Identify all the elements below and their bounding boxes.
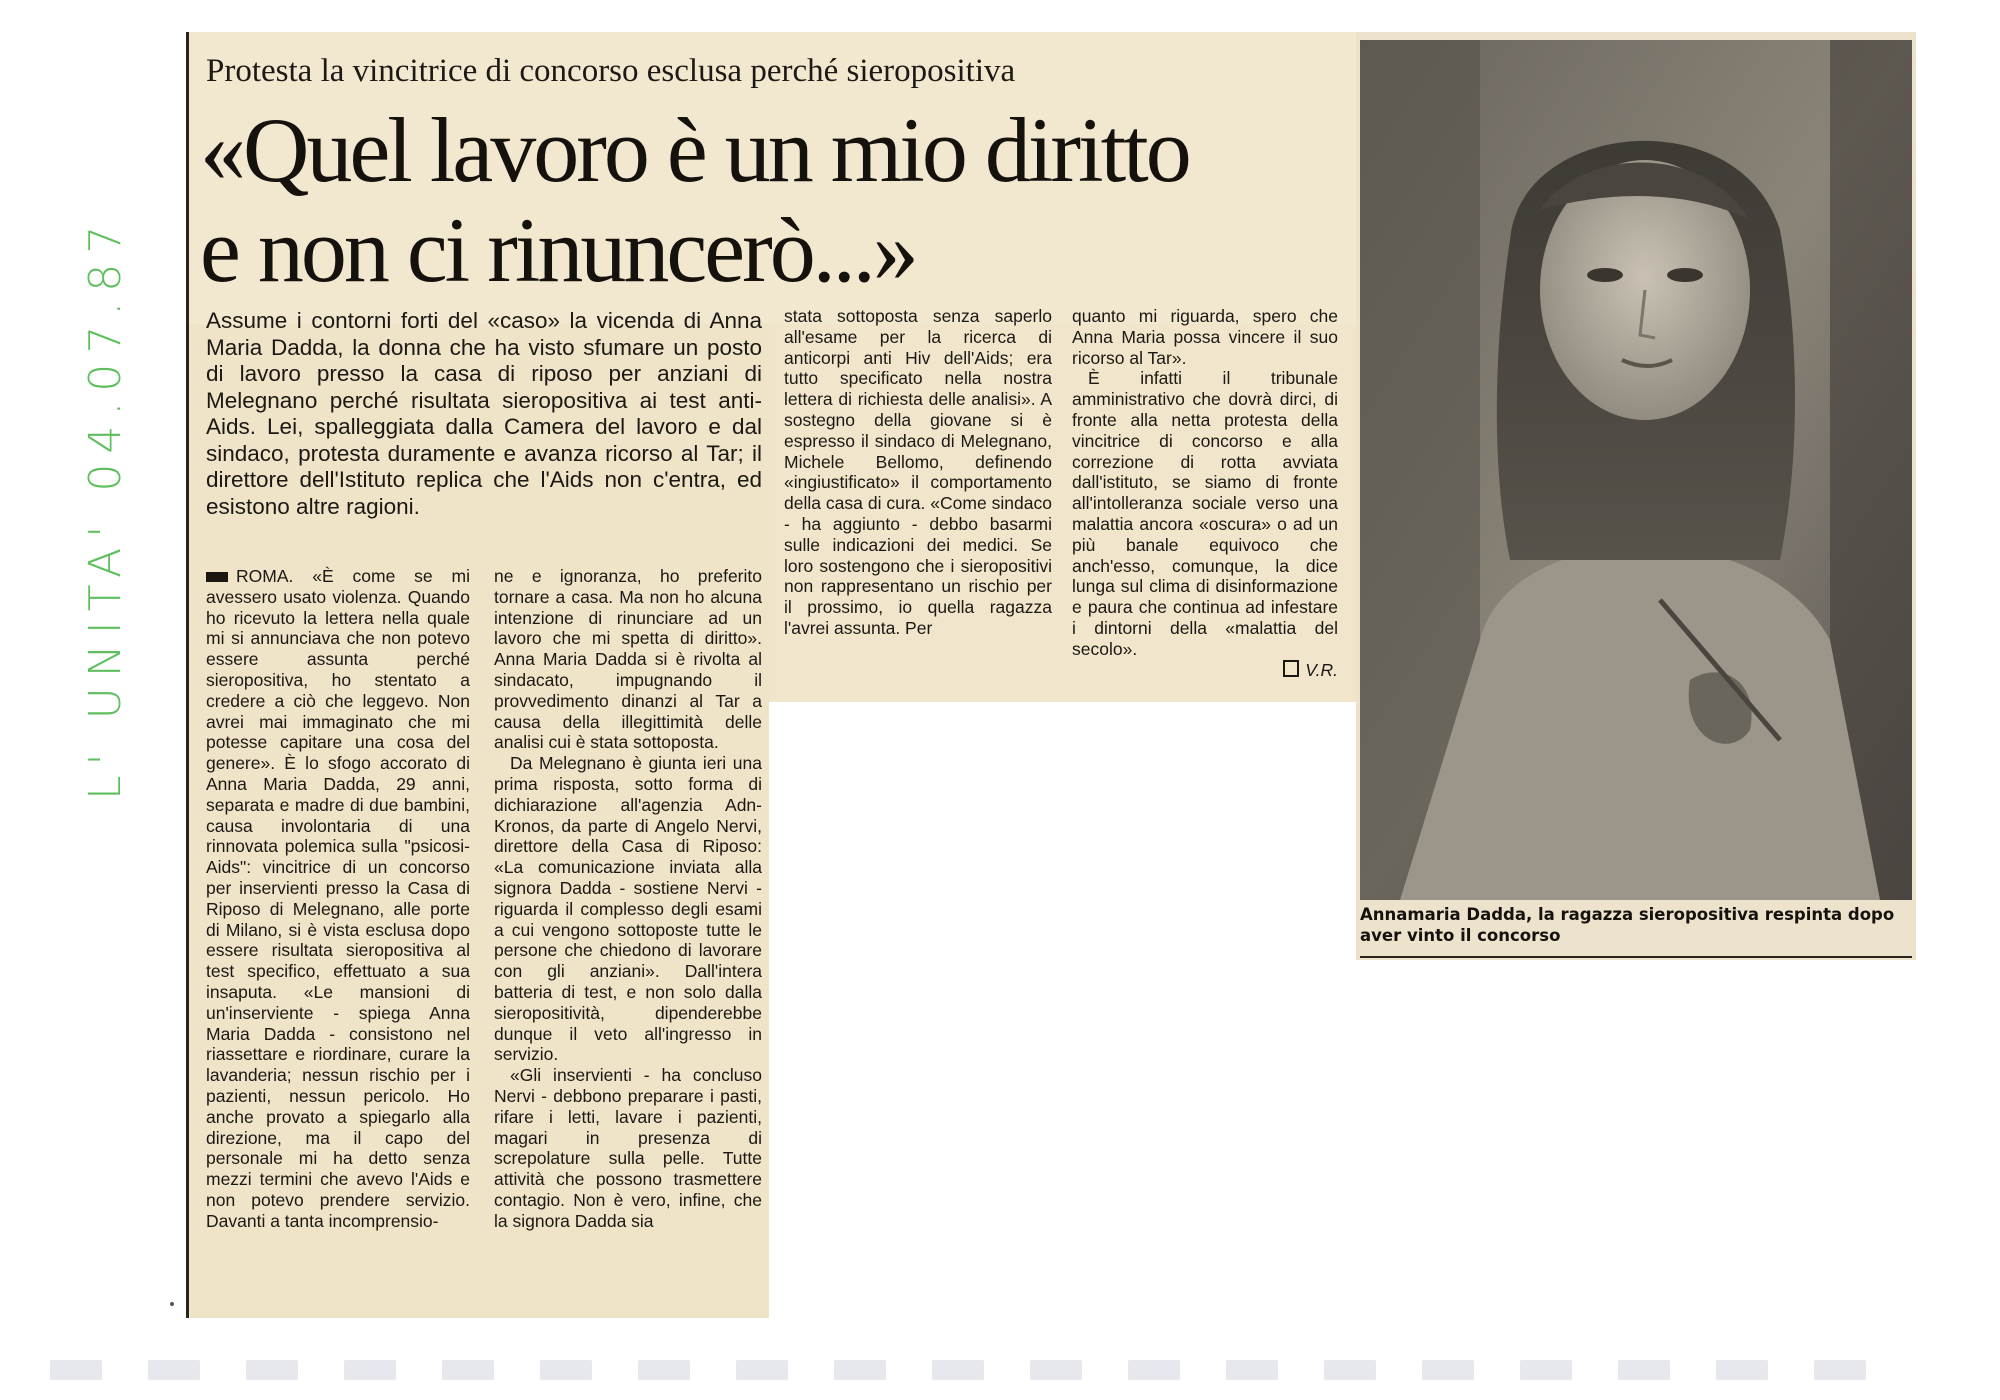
handwritten-date-note xyxy=(20,215,131,830)
scan-speck xyxy=(170,1302,174,1306)
body-column-2 xyxy=(494,566,762,1232)
body-paragraph: quanto mi riguarda, spero che Anna Maria possa vincere il suo ricorso al Tar». xyxy=(1072,306,1338,368)
kicker: Protesta la vincitrice di concorso esclusa perché sieropositiva xyxy=(206,53,1016,89)
scanner-binding-strip xyxy=(30,1360,1970,1384)
headline-line-2: e non ci rinuncerò...» xyxy=(200,199,916,301)
lead-paragraph: Assume i contorni forti del «caso» la vicenda di Anna Maria Dadda, la donna che ha visto sfumare un posto di lavoro presso la casa di riposo per anziani di Melegnano perché risultata sieropositiva ai test anti-Aids. Lei, spalleggiata dalla Camera del lavoro e dal sindaco, protesta duramente e avanza ricorso al Tar; il direttore dell'Istituto replica che l'Aids non c'entra, ed esistono altre ragioni. xyxy=(206,308,762,519)
caption-rule xyxy=(1360,956,1912,958)
portrait-photo xyxy=(1360,40,1912,900)
body-column-3 xyxy=(784,306,1052,639)
dateline-marker-icon xyxy=(206,572,228,582)
body-paragraph: Da Melegnano è giunta ieri una prima risposta, sotto forma di dichiarazione all'agenzia Adn-Kronos, da parte di Angelo Nervi, direttore della Casa di Riposo: «La comunicazione inviata alla signora Dadda - sostiene Nervi - riguarda il complesso degli esami a cui vengono sottoposte tutte le persone che chiedono di lavorare con gli anziani». Dall'intera batteria di test, e non solo dalla sieropositività, dipenderebbe dunque il veto all'ingresso in servizio. xyxy=(494,753,762,1065)
body-paragraph: «Gli inservienti - ha concluso Nervi - debbono preparare i pasti, rifare i letti, lavare i pazienti, magari in presenza di screpolature sulla pelle. Tutte attività che possono trasmettere contagio. Non è vero, infine, che la signora Dadda sia xyxy=(494,1065,762,1231)
headline xyxy=(200,100,1350,300)
headline-line-1: «Quel lavoro è un mio diritto xyxy=(200,99,1189,201)
body-paragraph: È infatti il tribunale amministrativo che dovrà dirci, di fronte alla netta protesta della vincitrice di concorso e alla correzione di rotta avviata dall'istituto, se siamo di fronte all'intolleranza sociale verso una malattia ancora «oscura» o ad un più banale equivoco che anch'esso, comunque, la dice lunga sul clima di disinformazione e paura che continua ad infestare i dintorni della «malattia del secolo». xyxy=(1072,368,1338,659)
photo-caption: Annamaria Dadda, la ragazza sieropositiva respinta dopo aver vinto il concorso xyxy=(1360,905,1895,945)
body-paragraph: «È come se mi avessero usato violenza. Quando ho ricevuto la lettera nella quale mi si annunciava che non potevo essere assunta perché sieropositiva, ho stentato a credere a ciò che leggevo. Non avrei mai immaginato che mi potesse capitare una cosa del genere». È lo sfogo accorato di Anna Maria Dadda, 29 anni, separata e madre di due bambini, causa involontaria di una rinnovata polemica sulla "psicosi-Aids": vincitrice di un concorso per inservienti presso la Casa di Riposo di Melegnano, alle porte di Milano, si è vista esclusa dopo essere risultata sieropositiva al test specifico, effettuato a sua insaputa. «Le mansioni di un'inserviente - spiega Anna Maria Dadda - consistono nel riassettare e riordinare, curare la lavanderia; nessun rischio per i pazienti, nessun pericolo. Ho anche provato a spiegarlo alla direzione, ma il capo del personale mi ha detto senza mezzi termini che avevo l'Aids e non potevo prendere servizio. Davanti a tanta incomprensio- xyxy=(206,566,470,1231)
handwritten-text: L' UNITA' 04.07.87 xyxy=(80,215,131,800)
body-paragraph: ne e ignoranza, ho preferito tornare a casa. Ma non ho alcuna intenzione di rinunciare ad un lavoro che mi spetta di diritto». Anna Maria Dadda si è rivolta al sindacato, impugnando il provvedimento dinanzi al Tar a causa della illegittimità delle analisi cui è stata sottoposta. xyxy=(494,566,762,753)
signature-text: V.R. xyxy=(1305,659,1338,680)
body-column-4 xyxy=(1072,306,1338,680)
clipping-border xyxy=(186,32,189,1318)
dateline: ROMA. xyxy=(236,566,294,586)
square-marker-icon xyxy=(1283,660,1299,677)
body-paragraph: stata sottoposta senza saperlo all'esame per la ricerca di anticorpi anti Hiv dell'Aids; era tutto specificato nella nostra lettera di richiesta delle analisi». A sostegno della giovane si è espresso il sindaco di Melegnano, Michele Bellomo, definendo «ingiustificato» il comportamento della casa di cura. «Come sindaco - ha aggiunto - debbo basarmi sulle indicazioni dei medici. Se loro sostengono che i sieropositivi non rappresentano un rischio per il prossimo, io quella ragazza l'avrei assunta. Per xyxy=(784,306,1052,638)
author-signature xyxy=(1072,660,1338,681)
body-column-1 xyxy=(206,566,470,1232)
